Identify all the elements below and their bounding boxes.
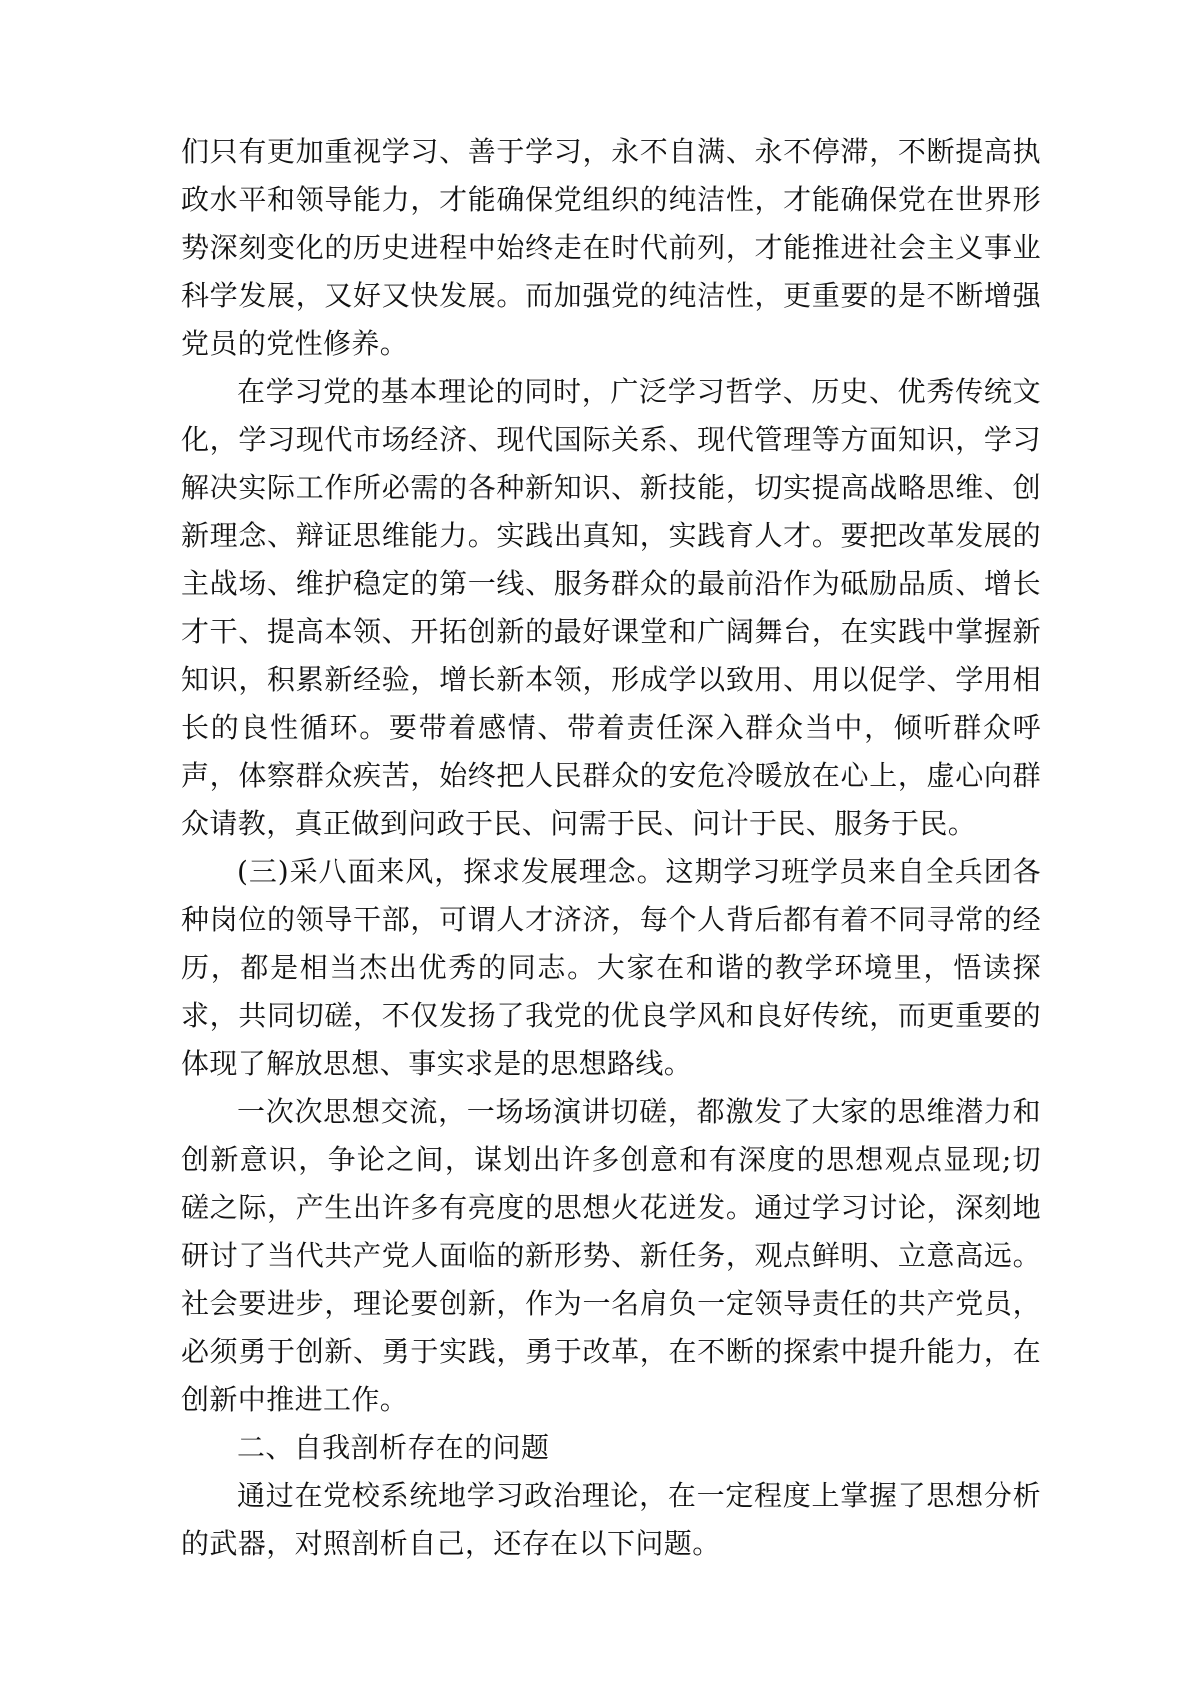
document-body <box>181 128 1041 1568</box>
paragraph-section-three: (三)采八面来风，探求发展理念。这期学习班学员来自全兵团各种岗位的领导干部，可谓人才济济，每个人背后都有着不同寻常的经历，都是相当杰出优秀的同志。大家在和谐的教学环境里，悟读探求，共同切磋，不仅发扬了我党的优良学风和良好传统，而更重要的体现了解放思想、事实求是的思想路线。 <box>181 855 1041 1080</box>
paragraph-exchange: 一次次思想交流，一场场演讲切磋，都激发了大家的思维潜力和创新意识，争论之间，谋划出许多创意和有深度的思想观点显现;切磋之际，产生出许多有亮度的思想火花迸发。通过学习讨论，深刻地研讨了当代共产党人面临的新形势、新任务，观点鲜明、立意高远。社会要进步，理论要创新，作为一名肩负一定领导责任的共产党员，必须勇于创新、勇于实践，勇于改革，在不断的探索中提升能力，在创新中推进工作。 <box>181 1095 1041 1416</box>
section-heading-self-analysis: 二、自我剖析存在的问题 <box>237 1431 550 1464</box>
paragraph-theory-study: 在学习党的基本理论的同时，广泛学习哲学、历史、优秀传统文化，学习现代市场经济、现代国际关系、现代管理等方面知识，学习解决实际工作所必需的各种新知识、新技能，切实提高战略思维、创新理念、辩证思维能力。实践出真知，实践育人才。要把改革发展的主战场、维护稳定的第一线、服务群众的最前沿作为砥励品质、增长才干、提高本领、开拓创新的最好课堂和广阔舞台，在实践中掌握新知识，积累新经验，增长新本领，形成学以致用、用以促学、学用相长的良性循环。要带着感情、带着责任深入群众当中，倾听群众呼声，体察群众疾苦，始终把人民群众的安危冷暖放在心上，虚心向群众请教，真正做到问政于民、问需于民、问计于民、服务于民。 <box>181 375 1041 840</box>
paragraph-problems-intro: 通过在党校系统地学习政治理论，在一定程度上掌握了思想分析的武器，对照剖析自己，还存在以下问题。 <box>181 1479 1041 1560</box>
paragraph-continuation: 们只有更加重视学习、善于学习，永不自满、永不停滞，不断提高执政水平和领导能力，才能确保党组织的纯洁性，才能确保党在世界形势深刻变化的历史进程中始终走在时代前列，才能推进社会主义事业科学发展，又好又快发展。而加强党的纯洁性，更重要的是不断增强党员的党性修养。 <box>181 135 1041 360</box>
